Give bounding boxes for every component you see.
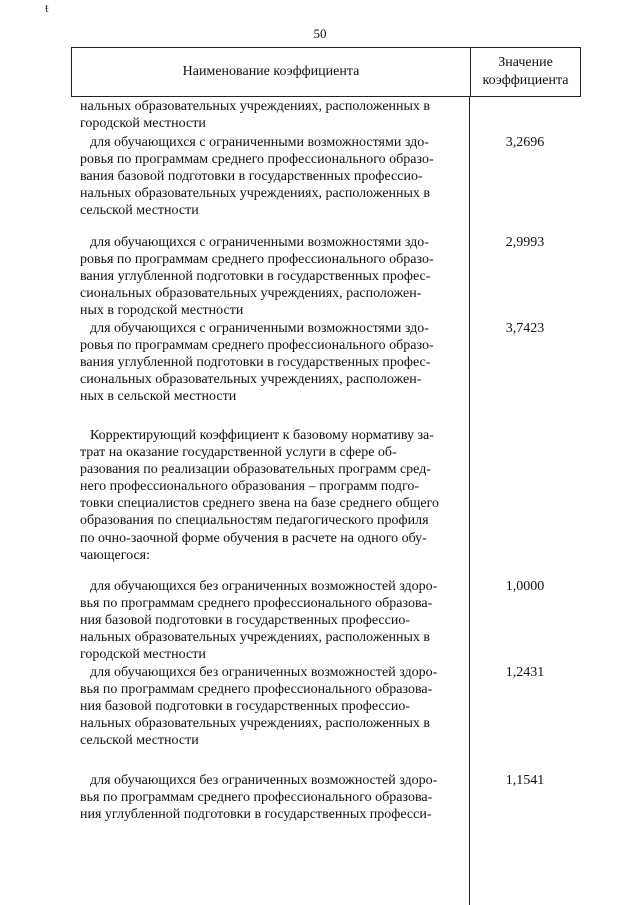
table-row	[80, 772, 580, 823]
table-row	[80, 234, 580, 319]
page-number: 50	[313, 26, 327, 41]
table-row	[80, 98, 580, 132]
row-text: для обучающихся без ограниченных возможностей здоро- вья по программам среднего профессионального образова- ния углубленной подготовки в государственных професси-	[80, 773, 438, 823]
table-header	[71, 47, 581, 97]
table-row	[80, 664, 580, 749]
header-coefficient-name: Наименование коэффициента	[71, 47, 470, 97]
row-value: 1,1541	[505, 773, 545, 788]
row-text: для обучающихся с ограниченными возможностями здо- ровья по программам среднего профессионального образо- вания углубленной подготовки в государственных профес- сиональных образовательных учреждениях, расположен- ных в сельской местности	[80, 321, 434, 405]
row-text: Корректирующий коэффициент к базовому нормативу за- трат на оказание государственной услуги в сфере об- разования по реализации образовательных программ сред- него профессионального образования – программ подго- товки специалистов среднего звена на базе среднего общего образования по специальностям педагогического профиля по очно-заочной форме обучения в расчете на одного обу- чающегося:	[80, 428, 440, 563]
row-text: для обучающихся с ограниченными возможностями здо- ровья по программам среднего профессионального образо- вания базовой подготовки в государственных профессио- нальных образовательных учреждениях, расположенных в сельской местности	[80, 135, 434, 219]
scan-mark: ŧ	[45, 0, 49, 15]
row-text: нальных образовательных учреждениях, расположенных в городской местности	[80, 99, 431, 132]
row-value: 1,0000	[505, 579, 545, 594]
table-row	[80, 578, 580, 663]
header-coefficient-value: Значение коэффициента	[470, 47, 581, 97]
row-value: 3,2696	[505, 135, 545, 150]
row-value: 1,2431	[505, 665, 545, 680]
row-text: для обучающихся без ограниченных возможностей здоро- вья по программам среднего профессионального образова- ния базовой подготовки в государственных профессио- нальных образовательных учреждениях, расположенных в городской местности	[80, 579, 438, 663]
row-text: для обучающихся с ограниченными возможностями здо- ровья по программам среднего профессионального образо- вания углубленной подготовки в государственных профес- сиональных образовательных учреждениях, расположен- ных в городской местности	[80, 235, 434, 319]
table-row	[80, 134, 580, 219]
row-value: 2,9993	[505, 235, 545, 250]
row-text: для обучающихся без ограниченных возможностей здоро- вья по программам среднего профессионального образова- ния базовой подготовки в государственных профессио- нальных образовательных учреждениях, расположенных в сельской местности	[80, 665, 438, 749]
table-row	[80, 320, 580, 405]
row-value: 3,7423	[505, 321, 545, 336]
table-row	[80, 427, 580, 564]
